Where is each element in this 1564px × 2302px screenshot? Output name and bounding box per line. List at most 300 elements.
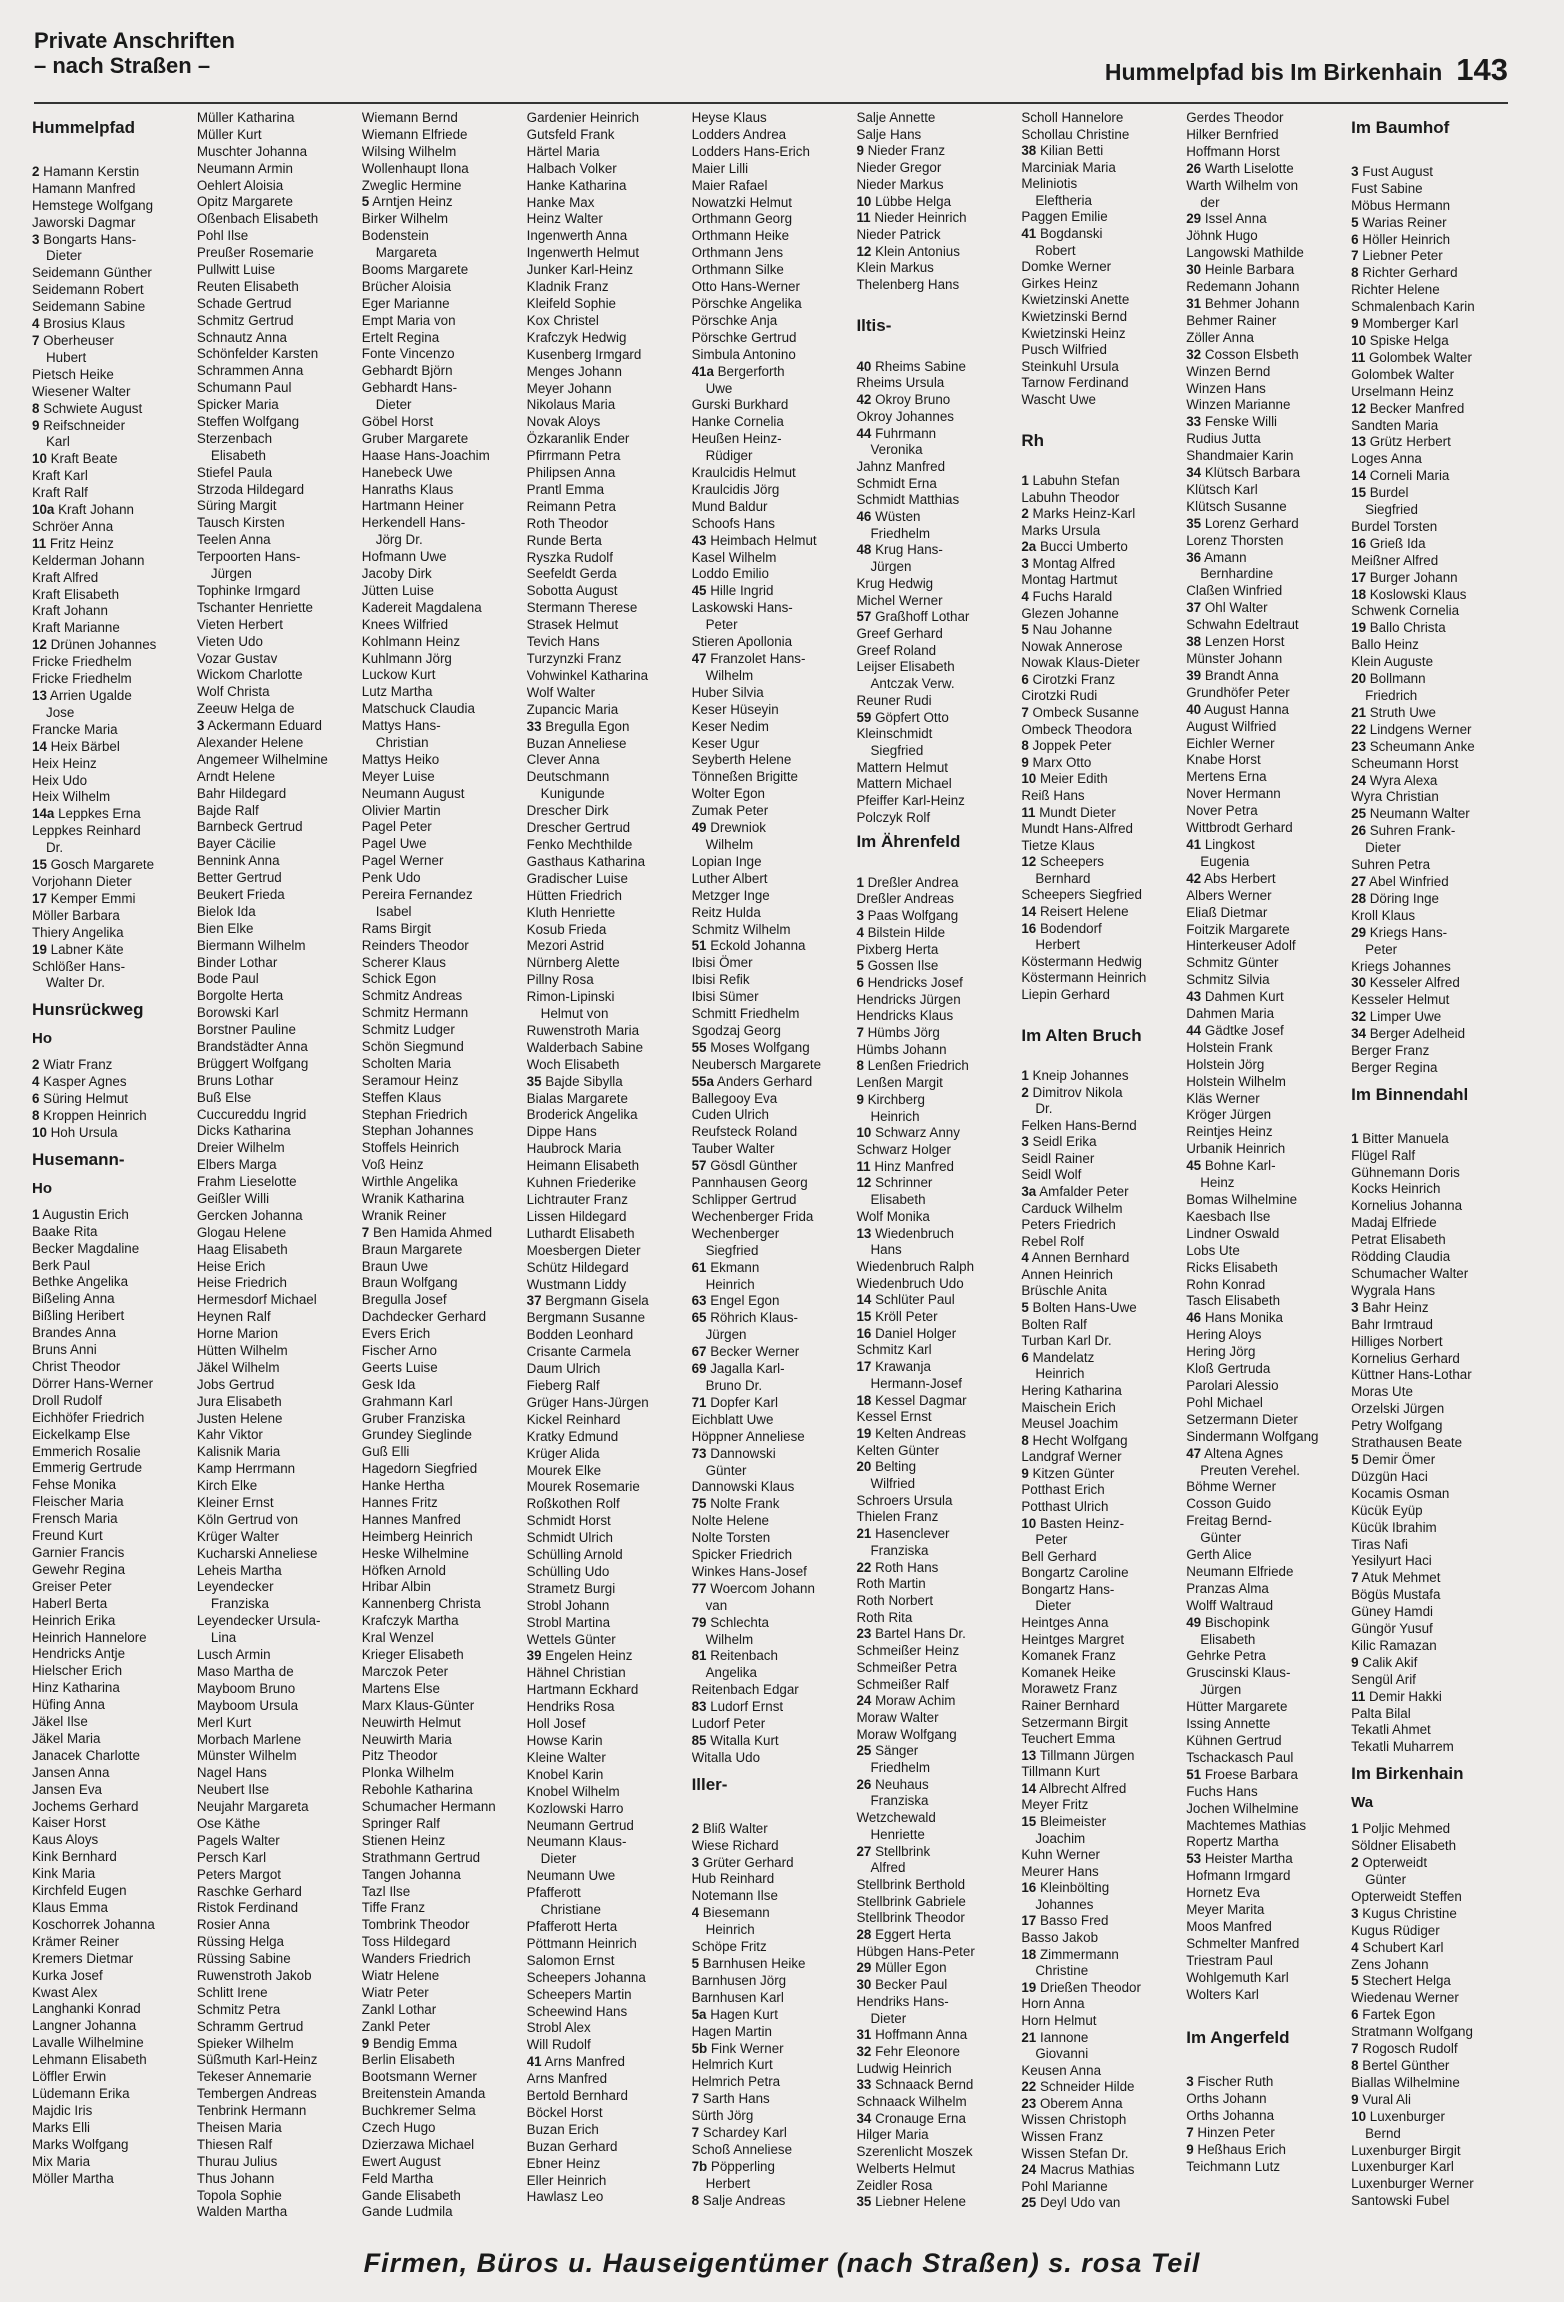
house-number: 19 — [1021, 1979, 1037, 1995]
entry-continuation: Günter — [705, 1462, 747, 1478]
directory-entry: 9 Vural Ali — [1351, 2091, 1411, 2107]
house-number: 71 — [691, 1394, 707, 1410]
directory-entry: Hanke Max — [526, 194, 595, 210]
directory-entry: 33 Bregulla Egon — [526, 718, 630, 734]
house-number: 77 — [691, 1580, 707, 1596]
directory-entry: Booms Margarete — [361, 262, 469, 278]
directory-entry: Krüger Walter — [196, 1528, 279, 1544]
directory-entry: Walden Martha — [196, 2204, 288, 2220]
house-number: 9 — [1021, 1465, 1029, 1481]
directory-entry: Bißeling Anna — [32, 1291, 115, 1307]
directory-entry: Orthmann Georg — [691, 211, 793, 227]
directory-entry: Barnhusen Karl — [691, 1989, 784, 2005]
entry-continuation: Jürgen — [705, 1327, 747, 1343]
directory-entry: Roth Theodor — [526, 515, 609, 531]
house-number: 34 — [856, 2110, 872, 2126]
directory-entry: Fuchs Hans — [1186, 1783, 1258, 1799]
directory-entry: Teuchert Emma — [1021, 1731, 1116, 1747]
directory-column — [32, 110, 189, 2222]
directory-entry: Maischein Erich — [1021, 1399, 1116, 1415]
directory-entry: Preußer Rosemarie — [196, 245, 314, 261]
directory-entry: Zankl Lothar — [361, 2001, 437, 2017]
house-number: 9 — [1021, 754, 1029, 770]
house-number: 49 — [1186, 1614, 1202, 1630]
directory-entry: Roth Martin — [856, 1576, 926, 1592]
directory-entry: 12 Becker Manfred — [1351, 400, 1465, 416]
directory-entry: 7 Sarth Hans — [691, 2091, 770, 2107]
directory-entry: Krafczyk Hedwig — [526, 329, 627, 345]
directory-entry: 41a Bergerforth — [691, 363, 785, 379]
directory-entry: Schmitz Petra — [196, 2001, 281, 2017]
directory-entry: Rosier Anna — [196, 1917, 270, 1933]
directory-entry: 4 Brosius Klaus — [32, 316, 126, 332]
directory-entry: Paggen Emilie — [1021, 209, 1108, 225]
directory-entry: Polczyk Rolf — [856, 809, 931, 825]
house-number: 31 — [1186, 295, 1202, 311]
entry-continuation: Franziska — [870, 1793, 929, 1809]
directory-entry: 9 Bendig Emma — [361, 2035, 458, 2051]
directory-entry: 45 Bohne Karl- — [1186, 1158, 1276, 1174]
directory-entry: Wiemann Bernd — [361, 110, 458, 125]
directory-entry: Carduck Wilhelm — [1021, 1200, 1123, 1216]
directory-entry: 40 Rheims Sabine — [856, 358, 966, 374]
street-subheading: Ho — [32, 1030, 52, 1048]
directory-entry: 8 Kroppen Heinrich — [32, 1108, 147, 1124]
street-heading: Husemann- — [32, 1149, 125, 1169]
directory-entry: Hübgen Hans-Peter — [856, 1943, 975, 1959]
directory-entry: Greiser Peter — [32, 1578, 112, 1594]
directory-entry: Cirotzki Rudi — [1021, 688, 1098, 704]
directory-entry: 3 Fischer Ruth — [1186, 2074, 1274, 2090]
entry-continuation: Johannes — [1035, 1896, 1094, 1912]
directory-entry: 5 Barnhusen Heike — [691, 1955, 806, 1971]
directory-entry: Bögüs Mustafa — [1351, 1587, 1441, 1603]
directory-entry: Jansen Eva — [32, 1781, 102, 1797]
header-range-title: Hummelpfad bis Im Birkenhain — [1104, 59, 1443, 85]
directory-entry: Petrat Elisabeth — [1351, 1232, 1446, 1248]
directory-entry: Lodders Andrea — [691, 126, 787, 142]
directory-entry: Stellbrink Berthold — [856, 1876, 966, 1892]
directory-entry: 77 Woercom Johann — [691, 1580, 815, 1596]
directory-entry: Mourek Rosemarie — [526, 1479, 640, 1495]
directory-entry: Hofmann Irmgard — [1186, 1868, 1291, 1884]
entry-continuation: Günter — [1200, 1530, 1242, 1546]
directory-entry: Reuten Elisabeth — [196, 278, 299, 294]
directory-entry: Richter Helene — [1351, 282, 1440, 298]
directory-entry: Spicker Maria — [196, 397, 279, 413]
directory-entry: Keser Ugur — [691, 735, 760, 751]
directory-entry: Hilker Bernfried — [1186, 126, 1279, 142]
directory-entry: 37 Ohl Walter — [1186, 600, 1268, 616]
directory-entry: Schmidt Matthias — [856, 492, 960, 508]
directory-entry: 55 Moses Wolfgang — [691, 1039, 810, 1055]
directory-entry: Nowak Klaus-Dieter — [1021, 655, 1140, 671]
house-number: 5 — [1351, 1451, 1359, 1467]
house-number: 18 — [856, 1392, 872, 1408]
directory-entry: Marks Elli — [32, 2119, 91, 2135]
directory-entry: Wiesener Walter — [32, 383, 131, 399]
house-number: 9 — [856, 143, 864, 159]
directory-entry: Bolten Ralf — [1021, 1316, 1087, 1332]
directory-entry: Dzierzawa Michael — [361, 2136, 475, 2152]
directory-entry: Urbanik Heinrich — [1186, 1141, 1286, 1157]
house-number: 53 — [1186, 1851, 1202, 1867]
directory-entry: Heise Friedrich — [196, 1275, 287, 1291]
entry-continuation: Franziska — [870, 1542, 929, 1558]
directory-entry: 4 Bilstein Hilde — [856, 924, 946, 940]
directory-entry: Michel Werner — [856, 592, 943, 608]
directory-entry: Suhren Petra — [1351, 857, 1431, 873]
directory-entry: Wolters Karl — [1186, 1986, 1259, 2002]
directory-entry: Haberl Berta — [32, 1595, 108, 1611]
directory-entry: Nowatzki Helmut — [691, 194, 793, 210]
directory-entry: 29 Kriegs Hans- — [1351, 924, 1448, 940]
directory-entry: Rams Birgit — [361, 920, 431, 936]
entry-continuation: Dieter — [1035, 1598, 1072, 1614]
directory-entry: Heise Erich — [196, 1258, 266, 1274]
directory-entry: Angemeer Wilhelmine — [196, 751, 328, 767]
house-number: 23 — [856, 1626, 872, 1642]
directory-entry: Laskowski Hans- — [691, 600, 793, 616]
directory-entry: Brücher Aloisia — [361, 278, 452, 294]
directory-entry: 85 Witalla Kurt — [691, 1733, 779, 1748]
directory-entry: Setzermann Dieter — [1186, 1411, 1298, 1427]
directory-entry: Fricke Friedhelm — [32, 671, 132, 687]
house-number: 42 — [1186, 870, 1202, 886]
directory-entry: Alexander Helene — [196, 734, 304, 750]
directory-entry: 22 Roth Hans — [856, 1559, 939, 1575]
directory-entry: 9 Nieder Franz — [856, 143, 946, 159]
directory-entry: Wetzchewald — [856, 1810, 936, 1826]
directory-entry: Mourek Elke — [526, 1462, 602, 1478]
directory-entry: Zupancic Maria — [526, 701, 619, 717]
directory-entry: Küttner Hans-Lothar — [1351, 1367, 1472, 1383]
house-number: 4 — [1021, 588, 1029, 604]
house-number: 4 — [1351, 1939, 1359, 1955]
directory-entry: Glezen Johanne — [1021, 605, 1119, 621]
house-number: 55a — [691, 1073, 714, 1089]
directory-entry: Yesilyurt Haci — [1351, 1553, 1432, 1569]
house-number: 8 — [1351, 265, 1359, 281]
directory-entry: Peters Friedrich — [1021, 1217, 1116, 1233]
directory-entry: Jahnz Manfred — [856, 458, 946, 474]
directory-entry: Nagel Hans — [196, 1765, 267, 1781]
directory-entry: Kraulcidis Jörg — [691, 481, 780, 497]
directory-entry: Novak Aloys — [526, 414, 601, 430]
directory-entry: Wiatr Peter — [361, 1984, 429, 2000]
house-number: 30 — [1186, 262, 1202, 278]
directory-entry: Krämer Reiner — [32, 1933, 120, 1949]
directory-entry: 57 Graßhoff Lothar — [856, 609, 970, 625]
directory-entry: Kriegs Johannes — [1351, 958, 1451, 974]
directory-entry: Kucharski Anneliese — [196, 1545, 318, 1561]
directory-entry: Kwietzinski Heinz — [1021, 325, 1126, 341]
directory-entry: Heußen Heinz- — [691, 431, 782, 447]
house-number: 18 — [1021, 1946, 1037, 1962]
directory-entry: Marx Klaus-Günter — [361, 1697, 475, 1713]
entry-continuation: Bernhardine — [1200, 566, 1274, 582]
directory-entry: Daum Ulrich — [526, 1361, 601, 1377]
directory-entry: Jöhnk Hugo — [1186, 228, 1258, 244]
directory-entry: Schlößer Hans- — [32, 958, 126, 974]
house-number: 10 — [856, 193, 872, 209]
directory-entry: Huber Silvia — [691, 684, 764, 700]
street-heading: Im Ährenfeld — [856, 832, 961, 852]
entry-continuation: Elisabeth — [210, 447, 266, 463]
directory-entry: Kosub Frieda — [526, 921, 607, 937]
directory-entry: Jütten Luise — [361, 582, 434, 598]
house-number: 48 — [856, 542, 872, 558]
directory-entry: Gruscinski Klaus- — [1186, 1665, 1291, 1681]
directory-entry: Bregulla Josef — [361, 1292, 447, 1308]
directory-entry: Wittbrodt Gerhard — [1186, 820, 1293, 836]
directory-entry: Braun Margarete — [361, 1241, 463, 1257]
directory-entry: Redemann Johann — [1186, 279, 1300, 295]
directory-entry: Crisante Carmela — [526, 1344, 631, 1360]
directory-entry: Ricks Elisabeth — [1186, 1259, 1278, 1275]
directory-entry: Rödding Claudia — [1351, 1249, 1451, 1265]
directory-entry: Schülling Arnold — [526, 1547, 623, 1563]
directory-entry: 14 Albrecht Alfred — [1021, 1780, 1127, 1796]
footer-note: Firmen, Büros u. Hauseigentümer (nach Straßen) s. rosa Teil — [363, 2248, 1201, 2278]
directory-entry: Wiedenbruch Ralph — [856, 1258, 975, 1274]
directory-entry: Tangen Johanna — [361, 1866, 461, 1882]
house-number: 55 — [691, 1039, 707, 1055]
directory-entry: Buchkremer Selma — [361, 2103, 476, 2119]
house-number: 5b — [691, 2040, 708, 2056]
directory-entry: 4 Fuchs Harald — [1021, 588, 1113, 604]
directory-entry: Bomas Wilhelmine — [1186, 1192, 1298, 1207]
directory-entry: 1 Bitter Manuela — [1351, 1130, 1449, 1146]
house-number: 7 — [32, 332, 40, 348]
house-number: 14 — [32, 738, 47, 754]
directory-entry: Ballegooy Eva — [691, 1090, 778, 1106]
directory-entry: 5 Nau Johanne — [1021, 622, 1113, 638]
directory-entry: Fieberg Ralf — [526, 1377, 600, 1393]
house-number: 42 — [856, 392, 872, 408]
entry-continuation: Eleftheria — [1035, 192, 1092, 208]
directory-entry: Schmelter Manfred — [1186, 1935, 1300, 1951]
house-number: 49 — [691, 820, 707, 836]
directory-entry: Sindermann Wolfgang — [1186, 1428, 1319, 1444]
directory-entry: Gehrke Petra — [1186, 1648, 1266, 1664]
house-number: 10 — [1351, 332, 1367, 348]
entry-continuation: Heinrich — [705, 1922, 755, 1938]
directory-entry: 16 Daniel Holger — [856, 1325, 957, 1341]
house-number: 14a — [32, 806, 55, 822]
entry-continuation: Elisabeth — [870, 1192, 926, 1208]
directory-entry: Leijser Elisabeth — [856, 659, 955, 675]
directory-entry: 11 Hinz Manfred — [856, 1158, 954, 1174]
directory-entry: Borowski Karl — [196, 1005, 279, 1021]
directory-entry: Kelderman Johann — [32, 552, 145, 568]
directory-entry: Santowski Fubel — [1351, 2193, 1450, 2209]
directory-entry: Kirchfeld Eugen — [32, 1883, 127, 1899]
directory-entry: Mertens Erna — [1186, 769, 1267, 785]
directory-entry: Schmitz Gertrud — [196, 312, 294, 328]
directory-entry: Witalla Udo — [691, 1749, 761, 1765]
entry-continuation: Hans — [870, 1242, 902, 1258]
directory-entry: 7 Hinzen Peter — [1186, 2125, 1275, 2141]
directory-entry: 5 Gossen Ilse — [856, 958, 939, 974]
directory-entry: Arndt Helene — [196, 768, 276, 784]
directory-entry: Tarnow Ferdinand — [1021, 375, 1129, 391]
directory-entry: Heinrich Hannelore — [32, 1629, 147, 1645]
directory-entry: 19 Kelten Andreas — [856, 1425, 966, 1441]
directory-entry: 12 Klein Antonius — [856, 243, 960, 259]
directory-entry: Meyer Johann — [526, 380, 612, 396]
entry-continuation: Christine — [1035, 1963, 1089, 1979]
directory-entry: Kadereit Magdalena — [361, 599, 482, 615]
directory-entry: Schmeißer Ralf — [856, 1676, 949, 1692]
directory-entry: Ropertz Martha — [1186, 1834, 1279, 1850]
directory-entry: Böckel Horst — [526, 2104, 603, 2120]
house-number: 7 — [691, 2125, 700, 2141]
spacer — [1351, 147, 1508, 164]
directory-entry: 25 Deyl Udo van — [1021, 2195, 1121, 2211]
directory-entry: 7 Schardey Karl — [691, 2125, 787, 2141]
house-number: 4 — [32, 1074, 40, 1090]
entry-continuation: Dr. — [46, 840, 64, 856]
directory-entry: Albers Werner — [1186, 887, 1272, 903]
directory-entry: 43 Heimbach Helmut — [691, 532, 817, 548]
directory-entry: Tiras Nafi — [1351, 1536, 1408, 1552]
directory-entry: Luxenburger Birgit — [1351, 2142, 1461, 2158]
street-heading: Hunsrückweg — [32, 1000, 144, 1020]
entry-continuation: Friedhelm — [870, 1760, 930, 1776]
directory-entry: 3 Ackermann Eduard — [196, 718, 322, 734]
house-number: 41 — [526, 2054, 542, 2070]
directory-entry: Borstner Pauline — [196, 1022, 296, 1038]
house-number: 28 — [1351, 890, 1367, 906]
directory-entry: Lissen Hildegard — [526, 1208, 627, 1224]
directory-entry: Schade Gertrud — [196, 295, 292, 311]
directory-entry: 13 Wiedenbruch — [856, 1225, 954, 1241]
directory-entry: Sgodzaj Georg — [691, 1022, 781, 1038]
directory-entry: 35 Lorenz Gerhard — [1186, 515, 1299, 531]
directory-entry: Kwast Alex — [32, 1984, 98, 2000]
directory-entry: Heske Wilhelmine — [361, 1545, 469, 1561]
directory-entry: 5 Arntjen Heinz — [361, 194, 453, 210]
directory-entry: Meurer Hans — [1021, 1863, 1099, 1879]
directory-entry: 20 Belting — [856, 1459, 917, 1475]
house-number: 3 — [1351, 163, 1359, 179]
directory-entry: 14 Corneli Maria — [1351, 468, 1450, 484]
directory-entry: Deutschmann — [526, 769, 610, 785]
street-heading: Im Baumhof — [1351, 118, 1450, 137]
directory-entry: Stratmann Wolfgang — [1351, 2024, 1473, 2040]
directory-entry: Schnaack Wilhelm — [856, 2094, 967, 2110]
house-number: 34 — [1186, 465, 1202, 481]
directory-entry: Bajde Ralf — [196, 802, 259, 818]
house-number: 57 — [856, 609, 872, 625]
house-number: 22 — [856, 1559, 872, 1575]
directory-entry: Francke Maria — [32, 721, 118, 737]
directory-entry: Fust Sabine — [1351, 180, 1423, 196]
directory-entry: Glogau Helene — [196, 1224, 287, 1240]
directory-entry: Schnautz Anna — [196, 329, 287, 345]
directory-entry: Lenßen Margit — [856, 1075, 943, 1091]
house-number: 25 — [1351, 806, 1367, 822]
entry-continuation: Christiane — [540, 1902, 601, 1918]
directory-entry: Nolte Torsten — [691, 1530, 771, 1546]
directory-entry: Kink Maria — [32, 1866, 96, 1882]
spacer — [1186, 2057, 1343, 2074]
directory-entry: Wilsing Wilhelm — [361, 143, 457, 159]
directory-entry: Kwietzinski Bernd — [1021, 308, 1128, 324]
directory-entry: 47 Franzolet Hans- — [691, 651, 806, 666]
directory-entry: 43 Dahmen Kurt — [1186, 989, 1284, 1005]
directory-entry: Cuccureddu Ingrid — [196, 1106, 307, 1122]
house-number: 41a — [691, 363, 714, 379]
directory-entry: Nieder Gregor — [856, 160, 942, 176]
directory-entry: Kirch Elke — [196, 1478, 258, 1494]
directory-entry: Ryszka Rudolf — [526, 549, 613, 565]
directory-entry: Matschuck Claudia — [361, 701, 475, 717]
directory-entry: Binder Lothar — [196, 954, 278, 970]
directory-entry: Hendriks Hans- — [856, 1993, 949, 2009]
directory-entry: 5 Bolten Hans-Uwe — [1021, 1300, 1137, 1316]
house-number: 6 — [1351, 231, 1359, 247]
directory-entry: Stephan Johannes — [361, 1123, 474, 1139]
directory-entry: Seidemann Robert — [32, 282, 144, 298]
house-number: 33 — [526, 718, 542, 734]
directory-entry: Schmeißer Heinz — [856, 1643, 960, 1659]
directory-entry: Kickel Reinhard — [526, 1411, 621, 1427]
directory-entry: Schmitz Günter — [1186, 955, 1279, 971]
directory-entry: Merl Kurt — [196, 1714, 252, 1730]
house-number: 28 — [856, 1927, 872, 1943]
directory-entry: Komanek Heike — [1021, 1664, 1116, 1680]
directory-entry: 51 Froese Barbara — [1186, 1766, 1298, 1782]
directory-entry: Jura Elisabeth — [196, 1393, 282, 1409]
directory-entry: 11 Demir Hakki — [1351, 1688, 1442, 1704]
directory-entry: Gasthaus Katharina — [526, 853, 646, 869]
directory-entry: Oßenbach Elisabeth — [196, 211, 319, 227]
directory-entry: Kuhlmann Jörg — [361, 650, 452, 666]
directory-entry: Flügel Ralf — [1351, 1147, 1416, 1163]
directory-entry: Strobl Martina — [526, 1614, 611, 1630]
house-number: 44 — [1186, 1022, 1202, 1038]
header-rule — [34, 102, 1508, 104]
house-number: 12 — [32, 637, 47, 653]
directory-entry: Schmitz Hermann — [361, 1005, 469, 1021]
directory-entry: Buzan Erich — [526, 2121, 599, 2137]
directory-entry: Leyendecker Ursula- — [196, 1613, 321, 1629]
directory-entry: Claßen Winfried — [1186, 583, 1283, 599]
entry-continuation: Antczak Verw. — [870, 676, 955, 692]
house-number: 2a — [1021, 539, 1037, 555]
house-number: 65 — [691, 1310, 707, 1326]
directory-entry: 5 Stechert Helga — [1351, 1973, 1451, 1989]
directory-entry: Wechenberger — [691, 1225, 780, 1241]
directory-entry: 38 Lenzen Horst — [1186, 634, 1285, 650]
directory-entry: Hartmann Eckhard — [526, 1682, 639, 1698]
header-title-line2: – nach Straßen – — [34, 53, 211, 78]
entry-continuation: Wilfried — [870, 1476, 916, 1492]
directory-entry: Hümbs Johann — [856, 1041, 947, 1057]
house-number: 9 — [1351, 2091, 1359, 2107]
directory-entry: Reufsteck Roland — [691, 1124, 798, 1140]
directory-entry: 5 Warias Reiner — [1351, 214, 1447, 230]
house-number: 63 — [691, 1293, 707, 1309]
directory-entry: Oehlert Aloisia — [196, 177, 284, 193]
house-number: 26 — [1351, 823, 1367, 839]
directory-entry: Helmrich Petra — [691, 2074, 781, 2090]
directory-entry: Pitz Theodor — [361, 1748, 438, 1764]
house-number: 39 — [526, 1648, 542, 1664]
house-number: 38 — [1186, 634, 1202, 650]
